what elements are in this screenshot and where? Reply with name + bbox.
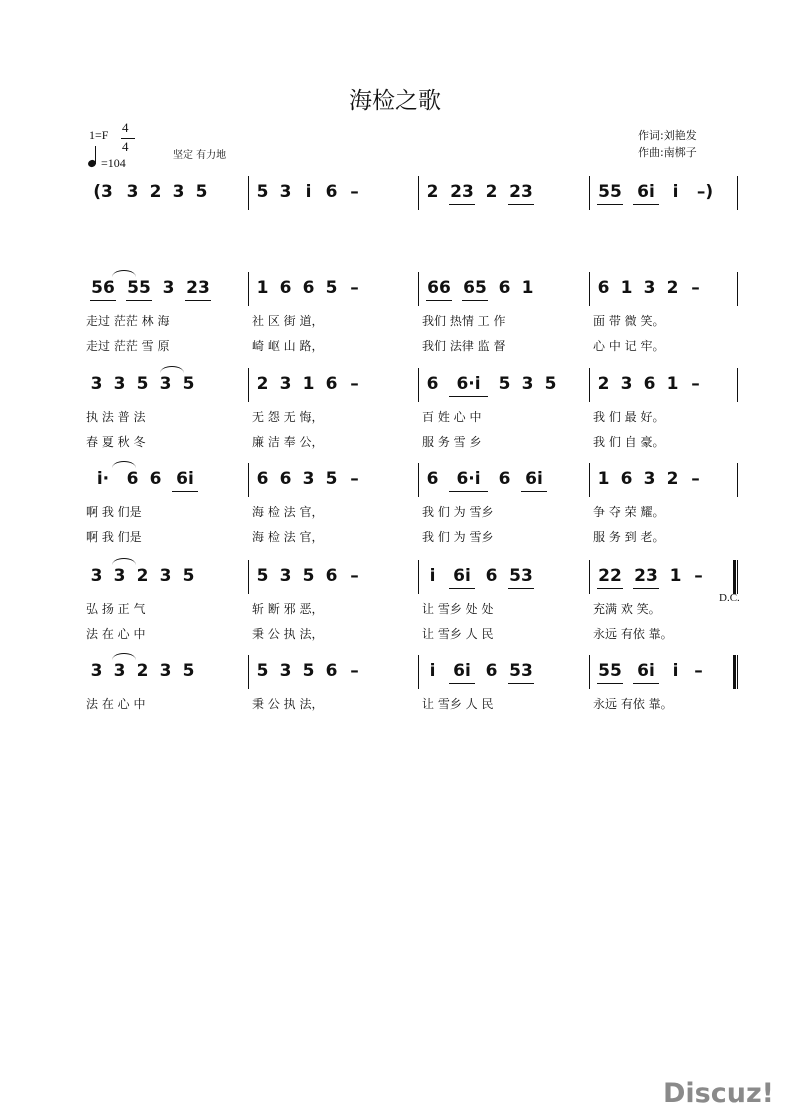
note: 6 bbox=[498, 278, 511, 298]
note: 55 bbox=[598, 182, 622, 202]
note: 3 bbox=[113, 661, 126, 681]
note: 3 bbox=[302, 469, 315, 489]
final-bar-line bbox=[733, 655, 736, 689]
note: 3 bbox=[113, 374, 126, 394]
note: i bbox=[429, 661, 436, 681]
note: 5 bbox=[182, 374, 195, 394]
lyric-verse-1: 永远 有依 靠。 bbox=[593, 697, 673, 711]
lyric-verse-2: 我 们 为 雪乡 bbox=[422, 530, 494, 544]
eighth-beam bbox=[597, 683, 623, 684]
note: 3 bbox=[620, 374, 633, 394]
bar-line bbox=[248, 368, 249, 402]
eighth-beam bbox=[449, 396, 488, 397]
slur bbox=[112, 461, 136, 468]
note: 3 bbox=[159, 661, 172, 681]
note: 6i bbox=[637, 182, 655, 202]
note: 6i bbox=[176, 469, 194, 489]
eighth-beam bbox=[126, 300, 152, 301]
bar-line bbox=[248, 176, 249, 210]
note: 3 bbox=[162, 278, 175, 298]
note: 5 bbox=[325, 469, 338, 489]
note: – bbox=[350, 182, 359, 202]
eighth-beam bbox=[172, 491, 198, 492]
note: 6i bbox=[453, 566, 471, 586]
note: 6 bbox=[126, 469, 139, 489]
final-bar-line bbox=[733, 560, 736, 594]
note: 2 bbox=[426, 182, 439, 202]
lyric-verse-1: 面 带 微 笑。 bbox=[593, 314, 665, 328]
eighth-beam bbox=[449, 588, 475, 589]
note: 2 bbox=[666, 278, 679, 298]
note: 3 bbox=[113, 566, 126, 586]
note: 3 bbox=[279, 374, 292, 394]
note: 6·i bbox=[456, 469, 481, 489]
bar-line bbox=[589, 176, 590, 210]
note: 2 bbox=[149, 182, 162, 202]
eighth-beam bbox=[633, 683, 659, 684]
eighth-beam bbox=[90, 300, 116, 301]
score-row bbox=[0, 278, 790, 353]
expression-marking: 坚定 有力地 bbox=[173, 150, 227, 161]
lyric-verse-2: 廉 洁 奉 公， bbox=[252, 435, 324, 449]
eighth-beam bbox=[508, 588, 534, 589]
note: 23 bbox=[509, 182, 533, 202]
dc-marking: D.C. bbox=[719, 592, 740, 604]
note: 6 bbox=[325, 661, 338, 681]
lyric-verse-2: 崎 岖 山 路， bbox=[252, 339, 324, 353]
bar-line bbox=[737, 272, 738, 306]
lyric-verse-1: 让 雪乡 人 民 bbox=[422, 697, 494, 711]
score-row bbox=[0, 469, 790, 544]
eighth-beam bbox=[449, 491, 488, 492]
eighth-beam bbox=[449, 683, 475, 684]
bar-line bbox=[248, 463, 249, 497]
eighth-beam bbox=[597, 204, 623, 205]
note: 5 bbox=[256, 182, 269, 202]
eighth-beam bbox=[185, 300, 211, 301]
lyric-verse-2: 服 务 雪 乡 bbox=[422, 435, 482, 449]
note: – bbox=[691, 278, 700, 298]
note: 3 bbox=[126, 182, 139, 202]
note: 5 bbox=[182, 661, 195, 681]
bar-line bbox=[418, 368, 419, 402]
note: 3 bbox=[90, 661, 103, 681]
note: 6 bbox=[302, 278, 315, 298]
note: 5 bbox=[256, 661, 269, 681]
eighth-beam bbox=[449, 204, 475, 205]
note: 2 bbox=[666, 469, 679, 489]
note: 5 bbox=[544, 374, 557, 394]
note: 3 bbox=[643, 278, 656, 298]
time-signature-top: 4 bbox=[122, 120, 129, 135]
note: 5 bbox=[302, 661, 315, 681]
score-row bbox=[0, 566, 790, 641]
key-signature: 1=F bbox=[89, 128, 109, 142]
note: 6 bbox=[426, 374, 439, 394]
bar-line bbox=[737, 176, 738, 210]
bar-line bbox=[418, 560, 419, 594]
note: 6 bbox=[485, 566, 498, 586]
note: 3 bbox=[279, 182, 292, 202]
slur bbox=[112, 270, 136, 277]
bar-line bbox=[418, 463, 419, 497]
note: 6i bbox=[637, 661, 655, 681]
bar-line bbox=[248, 560, 249, 594]
lyric-verse-2: 秉 公 执 法， bbox=[252, 627, 324, 641]
note: 5 bbox=[256, 566, 269, 586]
lyric-verse-2: 啊 我 们是 bbox=[86, 530, 142, 544]
note: 22 bbox=[598, 566, 622, 586]
eighth-beam bbox=[508, 204, 534, 205]
lyric-verse-1: 我 们 最 好。 bbox=[593, 410, 665, 424]
note: – bbox=[694, 566, 703, 586]
lyric-verse-2: 让 雪乡 人 民 bbox=[422, 627, 494, 641]
note: – bbox=[694, 661, 703, 681]
bar-line bbox=[589, 560, 590, 594]
score-row bbox=[0, 661, 790, 721]
note: 6 bbox=[485, 661, 498, 681]
lyric-verse-2: 我们 法律 监 督 bbox=[422, 339, 506, 353]
composer-credit: 作曲:南梆子 bbox=[638, 146, 697, 159]
eighth-beam bbox=[633, 588, 659, 589]
note: – bbox=[350, 278, 359, 298]
note: –) bbox=[696, 182, 714, 202]
note: i bbox=[672, 182, 679, 202]
note: 2 bbox=[256, 374, 269, 394]
lyric-verse-1: 斩 断 邪 恶， bbox=[252, 602, 324, 616]
note: 5 bbox=[302, 566, 315, 586]
lyric-verse-1: 我们 热情 工 作 bbox=[422, 314, 506, 328]
note: – bbox=[691, 469, 700, 489]
quarter-note-stem bbox=[95, 146, 96, 164]
note: 2 bbox=[136, 661, 149, 681]
note: 3 bbox=[90, 566, 103, 586]
tempo-marking: =104 bbox=[101, 156, 126, 170]
lyric-verse-2: 心 中 记 牢。 bbox=[593, 339, 665, 353]
note: 5 bbox=[136, 374, 149, 394]
note: 53 bbox=[509, 661, 533, 681]
note: – bbox=[350, 661, 359, 681]
note: 2 bbox=[597, 374, 610, 394]
note: 56 bbox=[91, 278, 115, 298]
note: 6i bbox=[525, 469, 543, 489]
note: 3 bbox=[643, 469, 656, 489]
score-row bbox=[0, 182, 790, 242]
note: 1 bbox=[669, 566, 682, 586]
note: 6 bbox=[643, 374, 656, 394]
note: i bbox=[429, 566, 436, 586]
note: – bbox=[350, 469, 359, 489]
note: 66 bbox=[427, 278, 451, 298]
song-title: 海检之歌 bbox=[349, 88, 441, 114]
note: 23 bbox=[450, 182, 474, 202]
lyric-verse-1: 秉 公 执 法， bbox=[252, 697, 324, 711]
lyric-verse-1: 充满 欢 笑。 bbox=[593, 602, 661, 616]
note: 3 bbox=[279, 566, 292, 586]
note: 6 bbox=[279, 278, 292, 298]
note: 6 bbox=[498, 469, 511, 489]
bar-line bbox=[737, 560, 738, 594]
note: 3 bbox=[159, 566, 172, 586]
note: – bbox=[350, 566, 359, 586]
eighth-beam bbox=[508, 683, 534, 684]
bar-line bbox=[737, 368, 738, 402]
bar-line bbox=[589, 272, 590, 306]
eighth-beam bbox=[462, 300, 488, 301]
lyric-verse-1: 执 法 普 法 bbox=[86, 410, 146, 424]
note: 1 bbox=[620, 278, 633, 298]
lyric-verse-2: 永远 有依 靠。 bbox=[593, 627, 673, 641]
note: 6i bbox=[453, 661, 471, 681]
note: 6 bbox=[620, 469, 633, 489]
lyric-verse-2: 我 们 自 豪。 bbox=[593, 435, 665, 449]
lyric-verse-1: 我 们 为 雪乡 bbox=[422, 505, 494, 519]
bar-line bbox=[737, 655, 738, 689]
note: 2 bbox=[136, 566, 149, 586]
note: 65 bbox=[463, 278, 487, 298]
note: 6 bbox=[256, 469, 269, 489]
slur bbox=[112, 653, 136, 660]
note: 23 bbox=[186, 278, 210, 298]
note: 3 bbox=[279, 661, 292, 681]
lyric-verse-1: 走过 茫茫 林 海 bbox=[86, 314, 170, 328]
time-signature-bottom: 4 bbox=[122, 139, 129, 154]
note: 3 bbox=[90, 374, 103, 394]
note: 2 bbox=[485, 182, 498, 202]
slur bbox=[112, 558, 136, 565]
note: 1 bbox=[521, 278, 534, 298]
note: (3 bbox=[93, 182, 113, 202]
bar-line bbox=[248, 655, 249, 689]
note: – bbox=[691, 374, 700, 394]
bar-line bbox=[589, 368, 590, 402]
note: – bbox=[350, 374, 359, 394]
note: 6 bbox=[279, 469, 292, 489]
lyric-verse-2: 海 检 法 官， bbox=[252, 530, 324, 544]
lyric-verse-1: 啊 我 们是 bbox=[86, 505, 142, 519]
lyric-verse-2: 服 务 到 老。 bbox=[593, 530, 665, 544]
eighth-beam bbox=[597, 588, 623, 589]
bar-line bbox=[589, 655, 590, 689]
note: 6 bbox=[325, 182, 338, 202]
note: 5 bbox=[498, 374, 511, 394]
note: 1 bbox=[256, 278, 269, 298]
eighth-beam bbox=[521, 491, 547, 492]
lyric-verse-1: 争 夺 荣 耀。 bbox=[593, 505, 665, 519]
watermark: Discuz! bbox=[663, 1078, 774, 1109]
bar-line bbox=[418, 176, 419, 210]
lyric-verse-2: 春 夏 秋 冬 bbox=[86, 435, 146, 449]
note: i bbox=[305, 182, 312, 202]
note: 3 bbox=[521, 374, 534, 394]
bar-line bbox=[589, 463, 590, 497]
lyric-verse-2: 法 在 心 中 bbox=[86, 627, 146, 641]
note: 6·i bbox=[456, 374, 481, 394]
lyric-verse-1: 社 区 街 道， bbox=[252, 314, 324, 328]
lyric-verse-1: 百 姓 心 中 bbox=[422, 410, 482, 424]
note: 1 bbox=[597, 469, 610, 489]
note: 55 bbox=[127, 278, 151, 298]
bar-line bbox=[248, 272, 249, 306]
lyric-verse-2: 走过 茫茫 雪 原 bbox=[86, 339, 170, 353]
eighth-beam bbox=[426, 300, 452, 301]
note: 6 bbox=[149, 469, 162, 489]
note: 6 bbox=[325, 566, 338, 586]
score-row bbox=[0, 374, 790, 449]
note: 55 bbox=[598, 661, 622, 681]
note: 5 bbox=[182, 566, 195, 586]
slur bbox=[160, 366, 184, 373]
note: 5 bbox=[195, 182, 208, 202]
note: 1 bbox=[666, 374, 679, 394]
lyric-verse-1: 法 在 心 中 bbox=[86, 697, 146, 711]
lyric-verse-1: 让 雪乡 处 处 bbox=[422, 602, 494, 616]
note: 3 bbox=[172, 182, 185, 202]
note: 6 bbox=[597, 278, 610, 298]
note: 5 bbox=[325, 278, 338, 298]
bar-line bbox=[737, 463, 738, 497]
bar-line bbox=[418, 655, 419, 689]
note: 6 bbox=[325, 374, 338, 394]
note: 23 bbox=[634, 566, 658, 586]
note: 6 bbox=[426, 469, 439, 489]
note: 1 bbox=[302, 374, 315, 394]
lyricist-credit: 作词:刘艳发 bbox=[638, 129, 697, 142]
note: i· bbox=[96, 469, 110, 489]
note: i bbox=[672, 661, 679, 681]
eighth-beam bbox=[633, 204, 659, 205]
note: 53 bbox=[509, 566, 533, 586]
lyric-verse-1: 弘 扬 正 气 bbox=[86, 602, 146, 616]
lyric-verse-1: 海 检 法 官， bbox=[252, 505, 324, 519]
bar-line bbox=[418, 272, 419, 306]
lyric-verse-1: 无 怨 无 悔， bbox=[252, 410, 324, 424]
note: 3 bbox=[159, 374, 172, 394]
